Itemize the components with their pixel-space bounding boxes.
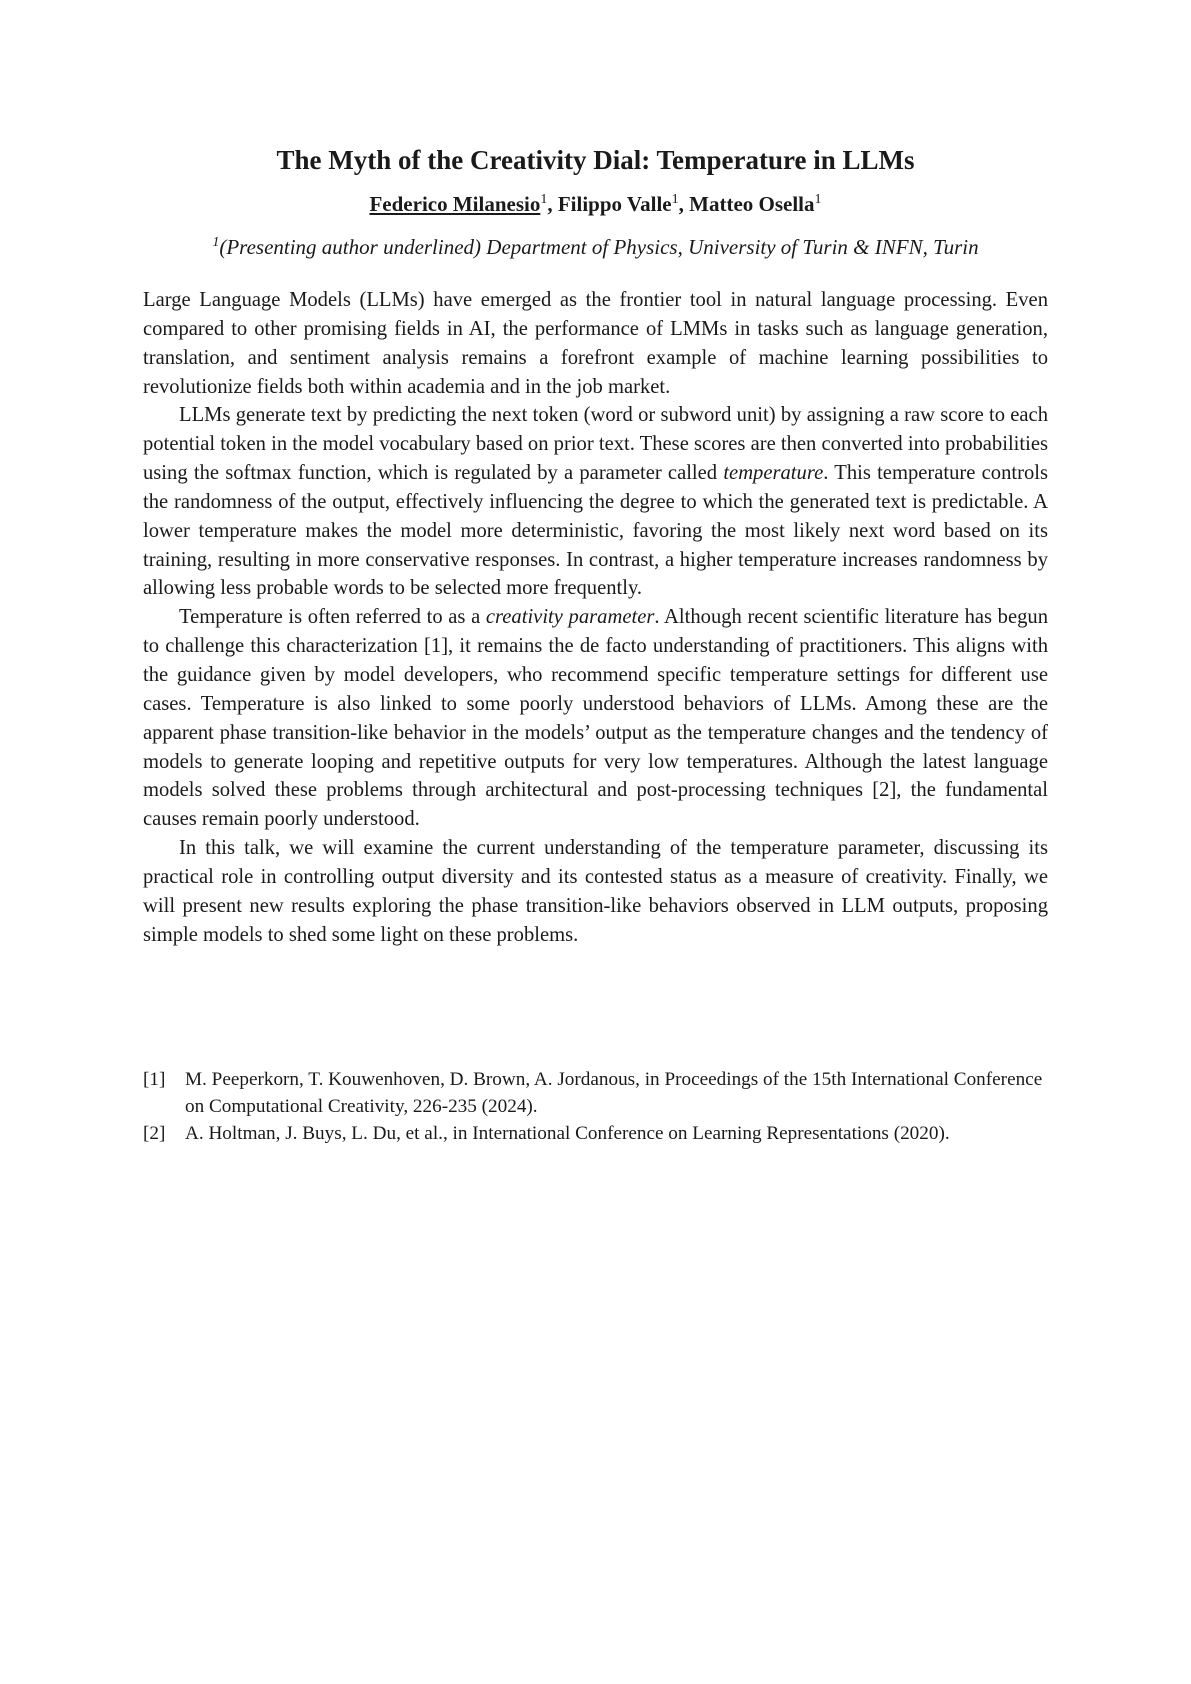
paragraph-mechanism	[143, 401, 1048, 603]
affiliation-text: (Presenting author underlined) Department of Physics, University of Turin & INFN, Turin	[219, 235, 979, 259]
affiliation	[0, 233, 1191, 261]
paragraph-text: . This temperature controls the randomness of the output, effectively influencing the degree to which the generated text is predictable. A lower temperature makes the model more deterministic, favoring the most likely next word based on its training, resulting in more conservative responses. In contrast, a higher temperature increases randomness by allowing less probable words to be selected more frequently.	[143, 462, 1048, 600]
reference-item	[143, 1066, 1048, 1120]
author	[689, 192, 821, 216]
affiliation-marker: 1	[212, 235, 220, 250]
author-name: Federico Milanesio	[369, 192, 541, 216]
paragraph-creativity	[143, 603, 1048, 834]
author-affil-marker: 1	[814, 192, 822, 207]
author	[558, 192, 689, 216]
author-separator: ,	[547, 192, 558, 216]
paragraph-text: LLMs generate text by predicting the next token (word or subword unit) by assigning a raw score to each potential token in the model vocabulary based on prior text. These scores are then converted into probabilities using the softmax function, which is regulated by a parameter called	[143, 404, 1048, 485]
reference-text: A. Holtman, J. Buys, L. Du, et al., in International Conference on Learning Representations (2020).	[185, 1123, 950, 1144]
author-affil-marker: 1	[671, 192, 679, 207]
abstract-body	[143, 286, 1048, 949]
paragraph-text: . Although recent scientific literature has begun to challenge this characterization [1], it remains the de facto understanding of practitioners. This aligns with the guidance given by model developers, who recommend specific temperature settings for different use cases. Temperature is also linked to some poorly understood behaviors of LLMs. Among these are the apparent phase transition-like behavior in the models’ output as the temperature changes and the tendency of models to generate looping and repetitive outputs for very low temperatures. Although the latest language models solved these problems through architectural and post-processing techniques [2], the fundamental causes remain poorly understood.	[143, 606, 1049, 831]
emphasis-creativity-parameter: creativity parameter	[485, 606, 655, 629]
paragraph-talk-outline: In this talk, we will examine the current understanding of the temperature parameter, discussing its practical role in controlling output diversity and its contested status as a measure of creativity. Finally, we will present new results exploring the phase transition-like behaviors observed in LLM outputs, proposing simple models to shed some light on these problems.	[143, 837, 1048, 946]
author-name: Matteo Osella	[689, 192, 815, 216]
author-list	[0, 190, 1191, 218]
reference-text: M. Peeperkorn, T. Kouwenhoven, D. Brown, A. Jordanous, in Proceedings of the 15th International Conference on Computational Creativity, 226-235 (2024).	[185, 1069, 1043, 1117]
author-separator: ,	[678, 192, 690, 216]
reference-number: [2]	[143, 1123, 166, 1144]
author-presenting	[369, 192, 557, 216]
emphasis-temperature: temperature	[723, 462, 824, 485]
reference-number: [1]	[143, 1069, 166, 1090]
paragraph-text: Temperature is often referred to as a	[179, 606, 486, 629]
reference-list	[143, 1066, 1048, 1147]
reference-item	[143, 1120, 1048, 1147]
author-name: Filippo Valle	[557, 192, 672, 216]
author-affil-marker: 1	[540, 192, 548, 207]
paper-title: The Myth of the Creativity Dial: Temperature in LLMs	[276, 145, 915, 175]
paragraph-intro: Large Language Models (LLMs) have emerged as the frontier tool in natural language processing. Even compared to other promising fields in AI, the performance of LMMs in tasks such as language generation, translation, and sentiment analysis remains a forefront example of machine learning possibilities to revolutionize fields both within academia and in the job market.	[143, 289, 1048, 398]
